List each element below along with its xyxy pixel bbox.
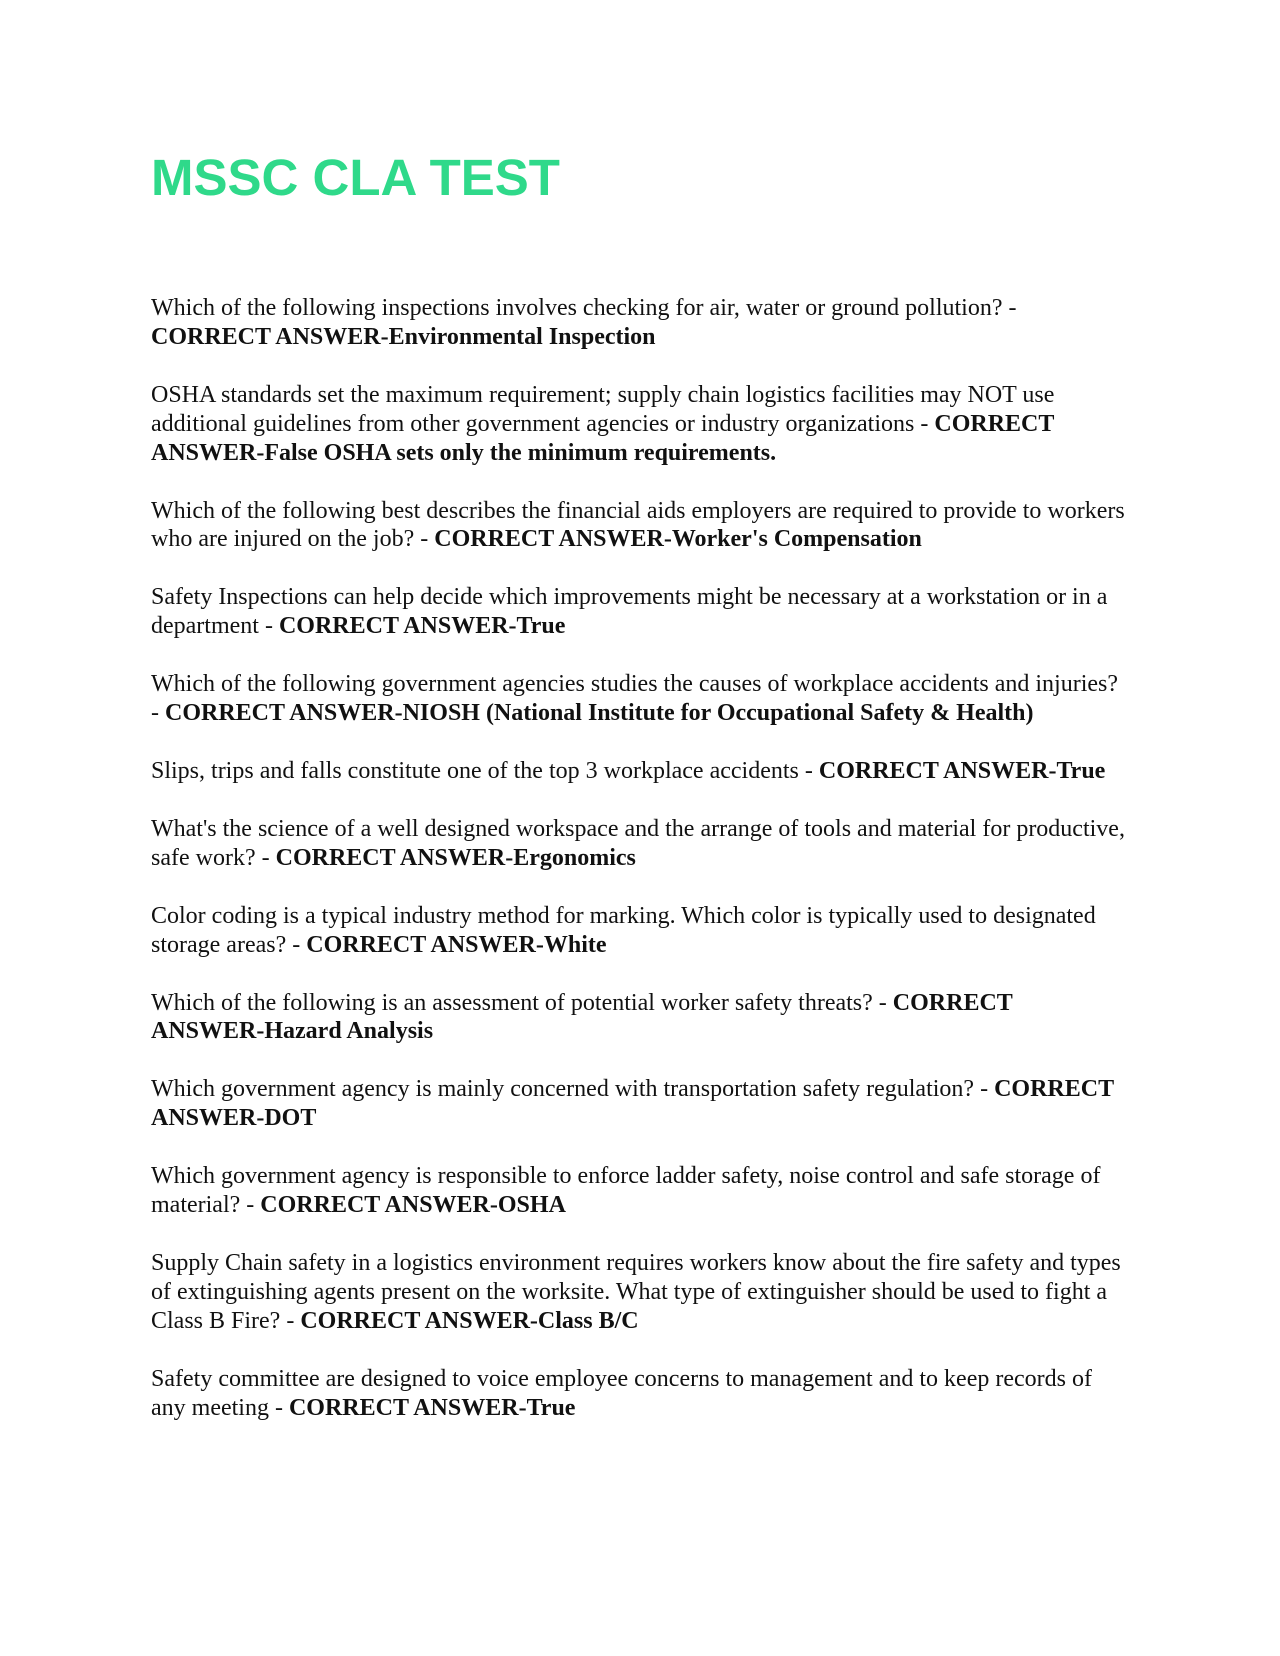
answer-text: CORRECT ANSWER-True	[288, 1394, 576, 1421]
question-text: What's the science of a well designed workspace and the arrange of tools and material for productive, safe work?	[151, 815, 1125, 871]
question-text: Which government agency is responsible to enforce ladder safety, noise control and safe storage of material?	[151, 1163, 1101, 1219]
answer-text: CORRECT ANSWER-DOT	[151, 1076, 1114, 1132]
qa-item: Supply Chain safety in a logistics environment requires workers know about the fire safety and types of extinguishing agents present on the worksite. What type of extinguisher should be used to fight a Class B Fire? - CORRECT ANSWER-Class B/C	[151, 1249, 1121, 1334]
document-title: MSSC CLA TEST	[151, 149, 560, 206]
question-text: Slips, trips and falls constitute one of the top 3 workplace accidents	[151, 757, 799, 784]
question-text: Color coding is a typical industry method for marking. Which color is typically used to designated storage areas?	[151, 902, 1096, 958]
qa-item: Which of the following inspections involves checking for air, water or ground pollution? - CORRECT ANSWER-Environmental Inspection	[151, 295, 1017, 350]
question-text: Supply Chain safety in a logistics environment requires workers know about the fire safety and types of extinguishing agents present on the worksite. What type of extinguisher should be used to fight a Class B Fire?	[151, 1249, 1121, 1334]
qa-item: Color coding is a typical industry method for marking. Which color is typically used to designated storage areas? - CORRECT ANSWER-White	[151, 902, 1096, 958]
answer-text: CORRECT ANSWER-Environmental Inspection	[151, 323, 656, 350]
qa-list	[151, 294, 1126, 1451]
answer-text: CORRECT ANSWER-Worker's Compensation	[434, 526, 922, 553]
answer-text: CORRECT ANSWER-False OSHA sets only the minimum requirements.	[151, 410, 1054, 466]
qa-item: What's the science of a well designed workspace and the arrange of tools and material for productive, safe work? - CORRECT ANSWER-Ergonomics	[151, 815, 1125, 871]
qa-item: OSHA standards set the maximum requirement; supply chain logistics facilities may NOT use additional guidelines from other government agencies or industry organizations - CORRECT ANSWER-False OSHA sets only the minimum requirements.	[151, 381, 1055, 466]
question-text: Which of the following government agencies studies the causes of workplace accidents and injuries?	[151, 671, 1119, 698]
question-text: Which of the following inspections involves checking for air, water or ground pollution?	[151, 295, 1003, 321]
qa-item: Which of the following government agencies studies the causes of workplace accidents and injuries? - CORRECT ANSWER-NIOSH (National Institute for Occupational Safety & Health)	[151, 671, 1119, 727]
question-text: Which of the following is an assessment of potential worker safety threats?	[151, 989, 873, 1016]
answer-text: CORRECT ANSWER-NIOSH (National Institute for Occupational Safety & Health)	[165, 700, 1034, 727]
qa-item: Which government agency is responsible to enforce ladder safety, noise control and safe storage of material? - CORRECT ANSWER-OSHA	[151, 1163, 1101, 1219]
answer-text: CORRECT ANSWER-Class B/C	[300, 1307, 639, 1334]
answer-text: CORRECT ANSWER-OSHA	[260, 1192, 566, 1219]
qa-item: Which government agency is mainly concerned with transportation safety regulation? - CORRECT ANSWER-DOT	[151, 1076, 1114, 1132]
answer-text: CORRECT ANSWER-Ergonomics	[275, 844, 636, 871]
answer-text: CORRECT ANSWER-True	[818, 757, 1106, 784]
answer-text: CORRECT ANSWER-Hazard Analysis	[151, 989, 1013, 1045]
question-text: Which of the following best describes the financial aids employers are required to provide to workers who are injured on the job?	[151, 497, 1125, 553]
qa-item: Safety committee are designed to voice employee concerns to management and to keep records of any meeting - CORRECT ANSWER-True	[151, 1365, 1092, 1421]
question-text: Which government agency is mainly concerned with transportation safety regulation?	[151, 1076, 975, 1103]
answer-text: CORRECT ANSWER-White	[306, 931, 607, 958]
qa-item: Which of the following best describes the financial aids employers are required to provide to workers who are injured on the job? - CORRECT ANSWER-Worker's Compensation	[151, 497, 1125, 553]
question-text: OSHA standards set the maximum requirement; supply chain logistics facilities may NOT use additional guidelines from other government agencies or industry organizations	[151, 381, 1055, 437]
question-text: Safety committee are designed to voice employee concerns to management and to keep records of any meeting	[151, 1365, 1092, 1421]
question-text: Safety Inspections can help decide which improvements might be necessary at a workstation or in a department	[151, 584, 1108, 640]
qa-item: Which of the following is an assessment of potential worker safety threats? - CORRECT ANSWER-Hazard Analysis	[151, 989, 1013, 1045]
answer-text: CORRECT ANSWER-True	[278, 613, 566, 640]
qa-item: Safety Inspections can help decide which improvements might be necessary at a workstation or in a department - CORRECT ANSWER-True	[151, 584, 1108, 640]
qa-item: Slips, trips and falls constitute one of the top 3 workplace accidents - CORRECT ANSWER-True	[151, 757, 1106, 784]
